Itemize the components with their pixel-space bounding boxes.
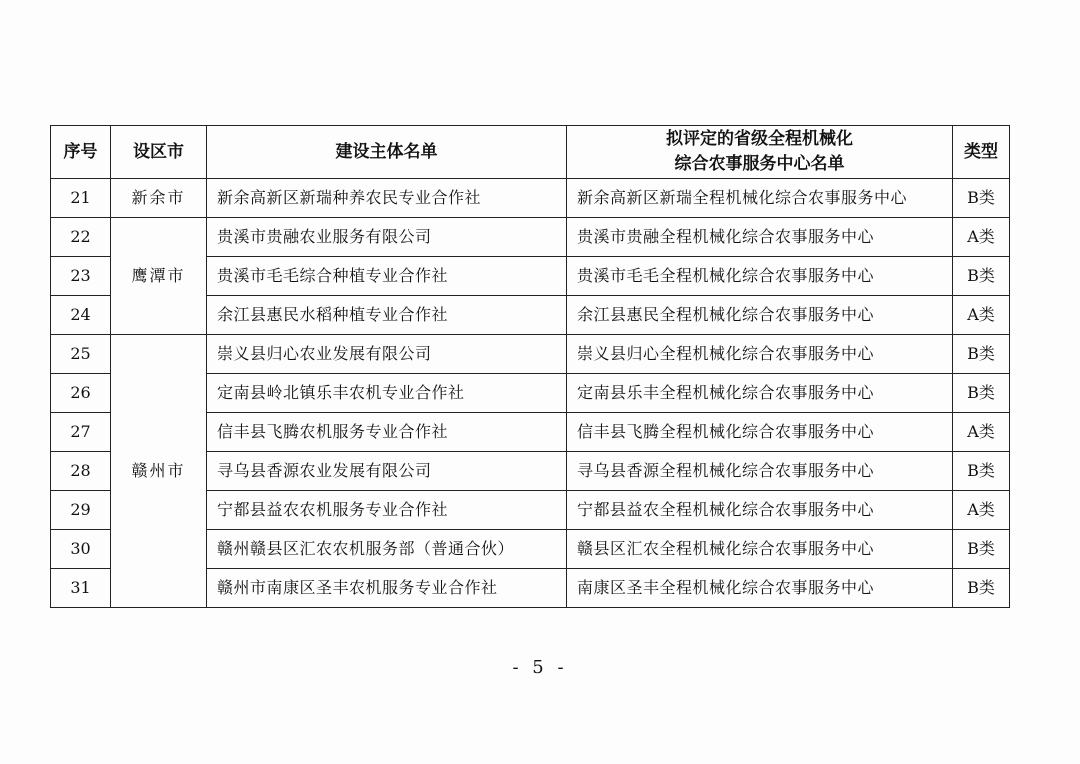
- row-seq: 28: [51, 452, 111, 491]
- row-center: 余江县惠民全程机械化综合农事服务中心: [567, 296, 953, 335]
- row-seq: 21: [51, 179, 111, 218]
- row-center: 信丰县飞腾全程机械化综合农事服务中心: [567, 413, 953, 452]
- row-entity: 寻乌县香源农业发展有限公司: [207, 452, 567, 491]
- header-center-line1: 拟评定的省级全程机械化: [666, 128, 853, 149]
- header-center-line2: 综合农事服务中心名单: [674, 154, 845, 174]
- row-entity: 赣州市南康区圣丰农机服务专业合作社: [207, 569, 567, 608]
- row-city: 赣州市: [111, 335, 207, 608]
- row-seq: 29: [51, 491, 111, 530]
- row-city: 鹰潭市: [111, 218, 207, 335]
- table-row: [51, 218, 1010, 257]
- row-type: B类: [953, 335, 1010, 374]
- row-type: A类: [953, 296, 1010, 335]
- row-center: 贵溪市毛毛全程机械化综合农事服务中心: [567, 257, 953, 296]
- row-entity: 余江县惠民水稻种植专业合作社: [207, 296, 567, 335]
- row-seq: 23: [51, 257, 111, 296]
- table-row: [51, 335, 1010, 374]
- row-entity: 宁都县益农农机服务专业合作社: [207, 491, 567, 530]
- row-seq: 26: [51, 374, 111, 413]
- row-type: A类: [953, 218, 1010, 257]
- row-type: B类: [953, 257, 1010, 296]
- header-city: 设区市: [111, 126, 207, 179]
- row-entity: 新余高新区新瑞种养农民专业合作社: [207, 179, 567, 218]
- row-entity: 赣州赣县区汇农农机服务部（普通合伙）: [207, 530, 567, 569]
- page-number: - 5 -: [512, 657, 568, 678]
- row-type: B类: [953, 374, 1010, 413]
- table-header-row: [51, 126, 1010, 179]
- row-type: B类: [953, 569, 1010, 608]
- row-center: 新余高新区新瑞全程机械化综合农事服务中心: [567, 179, 953, 218]
- header-entity: 建设主体名单: [207, 126, 567, 179]
- row-center: 赣县区汇农全程机械化综合农事服务中心: [567, 530, 953, 569]
- service-center-table: [50, 125, 1010, 608]
- header-seq: 序号: [51, 126, 111, 179]
- row-seq: 24: [51, 296, 111, 335]
- row-seq: 22: [51, 218, 111, 257]
- row-center: 定南县乐丰全程机械化综合农事服务中心: [567, 374, 953, 413]
- row-entity: 定南县岭北镇乐丰农机专业合作社: [207, 374, 567, 413]
- row-entity: 崇义县归心农业发展有限公司: [207, 335, 567, 374]
- row-center: 寻乌县香源全程机械化综合农事服务中心: [567, 452, 953, 491]
- row-center: 贵溪市贵融全程机械化综合农事服务中心: [567, 218, 953, 257]
- row-type: B类: [953, 530, 1010, 569]
- row-seq: 25: [51, 335, 111, 374]
- row-type: B类: [953, 179, 1010, 218]
- row-entity: 信丰县飞腾农机服务专业合作社: [207, 413, 567, 452]
- row-type: A类: [953, 413, 1010, 452]
- row-type: A类: [953, 491, 1010, 530]
- row-center: 崇义县归心全程机械化综合农事服务中心: [567, 335, 953, 374]
- row-center: 宁都县益农全程机械化综合农事服务中心: [567, 491, 953, 530]
- row-center: 南康区圣丰全程机械化综合农事服务中心: [567, 569, 953, 608]
- header-type: 类型: [953, 126, 1010, 179]
- row-city: 新余市: [111, 179, 207, 218]
- row-entity: 贵溪市毛毛综合种植专业合作社: [207, 257, 567, 296]
- header-center: [567, 126, 953, 179]
- table-row: [51, 179, 1010, 218]
- row-seq: 31: [51, 569, 111, 608]
- row-entity: 贵溪市贵融农业服务有限公司: [207, 218, 567, 257]
- row-seq: 30: [51, 530, 111, 569]
- row-type: B类: [953, 452, 1010, 491]
- row-seq: 27: [51, 413, 111, 452]
